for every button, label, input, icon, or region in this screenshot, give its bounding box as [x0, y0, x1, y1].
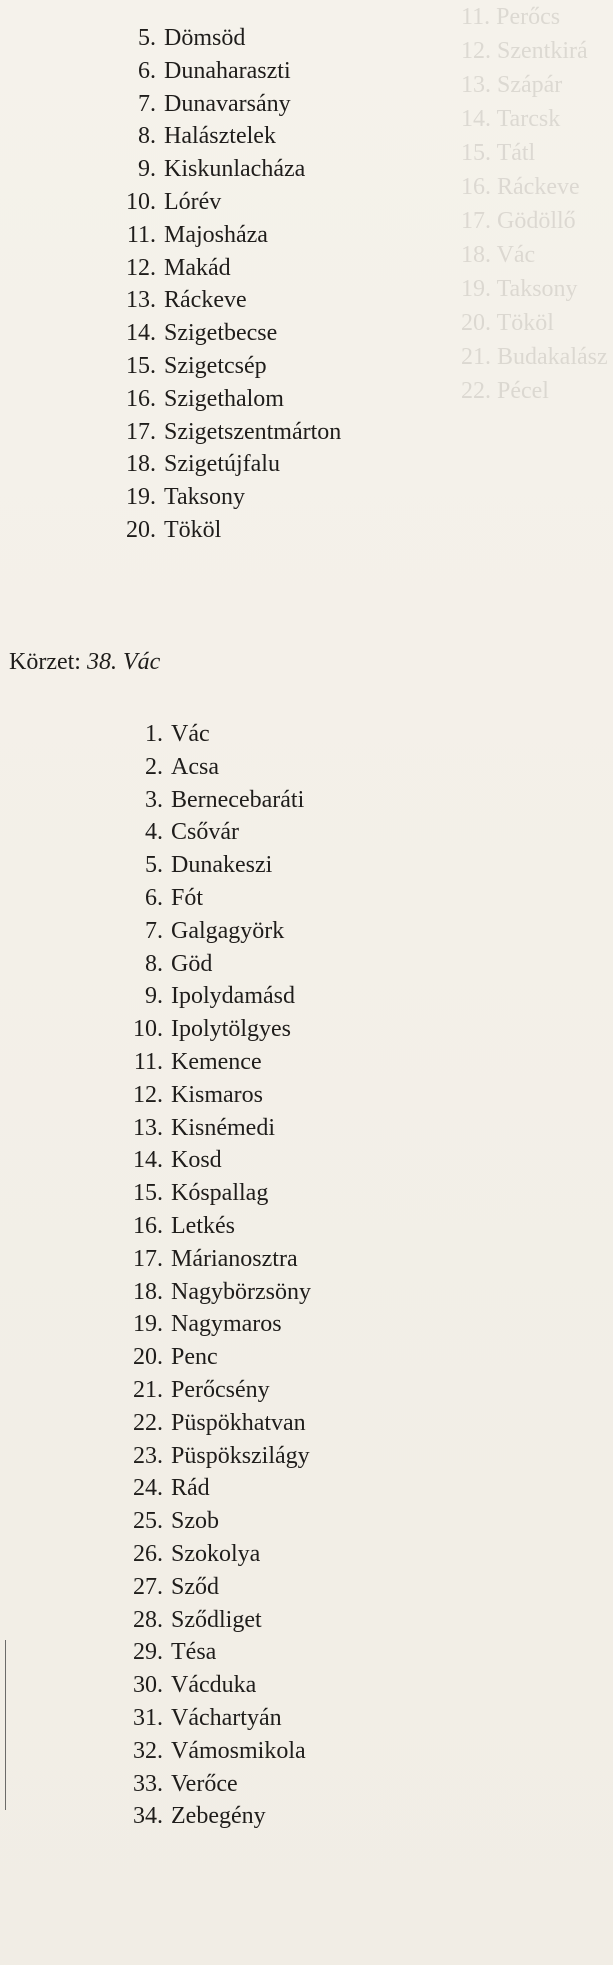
- item-number: 18.: [126, 451, 156, 478]
- list-item: [98, 447, 280, 481]
- item-name: Sződ: [171, 1573, 219, 1600]
- list-item: [105, 1242, 298, 1276]
- item-number: 12.: [126, 254, 156, 281]
- item-name: Galgagyörk: [171, 917, 285, 944]
- list-item: [105, 1012, 291, 1046]
- item-number: 20.: [126, 517, 156, 543]
- item-name: Nagymaros: [171, 1311, 282, 1338]
- item-name: Csővár: [171, 819, 239, 846]
- item-number: 9.: [138, 156, 156, 183]
- item-number: 32.: [133, 1737, 163, 1764]
- item-number: 11.: [126, 221, 156, 248]
- section-name: Vác: [122, 649, 161, 675]
- item-number: 33.: [133, 1770, 163, 1797]
- item-number: 18.: [133, 1278, 163, 1305]
- item-name: Acsa: [171, 753, 219, 780]
- item-number: 12.: [133, 1081, 163, 1108]
- item-name: Szob: [171, 1508, 219, 1535]
- list-item: [105, 881, 203, 915]
- list-item: [105, 1045, 262, 1079]
- item-name: Vámosmikola: [171, 1737, 306, 1764]
- item-name: Zebegény: [171, 1803, 266, 1830]
- item-number: 10.: [126, 189, 156, 215]
- item-number: 6.: [145, 885, 163, 911]
- item-number: 30.: [133, 1672, 163, 1699]
- item-name: Kóspallag: [171, 1180, 269, 1207]
- item-name: Letkés: [171, 1213, 235, 1239]
- section-heading: [9, 645, 160, 679]
- item-name: Szigetszentmárton: [164, 418, 342, 445]
- list-item: [98, 349, 267, 383]
- item-number: 4.: [145, 819, 163, 846]
- item-number: 14.: [126, 320, 156, 347]
- item-name: Vácduka: [171, 1672, 257, 1699]
- item-number: 17.: [133, 1245, 163, 1272]
- item-name: Kemence: [171, 1049, 262, 1075]
- list-item: [98, 316, 277, 350]
- list-item: [105, 1340, 218, 1374]
- list-item: [105, 914, 284, 948]
- list-item: [105, 815, 239, 849]
- item-name: Verőce: [171, 1770, 238, 1797]
- item-name: Halásztelek: [164, 123, 276, 150]
- item-number: 14.: [133, 1147, 163, 1174]
- section-prefix: Körzet:: [9, 649, 81, 675]
- list-item: [98, 415, 341, 449]
- list-item: [105, 1439, 310, 1473]
- list-item: [105, 848, 272, 882]
- list-item: [105, 1668, 256, 1702]
- list-item: [98, 251, 231, 285]
- item-number: 31.: [133, 1705, 163, 1731]
- list-item: [98, 21, 245, 55]
- item-name: Ipolytölgyes: [171, 1016, 291, 1043]
- item-name: Dunakeszi: [171, 852, 273, 879]
- item-number: 5.: [138, 25, 156, 51]
- item-name: Taksony: [164, 484, 245, 511]
- list-item: [105, 1471, 210, 1505]
- item-number: 19.: [133, 1311, 163, 1338]
- list-item: [105, 1307, 282, 1341]
- list-item: [105, 1078, 263, 1112]
- item-number: 20.: [133, 1344, 163, 1371]
- item-number: 26.: [133, 1541, 163, 1567]
- item-number: 8.: [145, 950, 163, 977]
- list-item: [105, 717, 210, 751]
- item-name: Majosháza: [164, 221, 268, 248]
- item-name: Rád: [171, 1475, 210, 1502]
- list-item: [105, 1603, 262, 1637]
- item-name: Göd: [171, 950, 213, 977]
- item-number: 9.: [145, 983, 163, 1010]
- list-item: [105, 1799, 266, 1833]
- item-name: Sződliget: [171, 1606, 262, 1633]
- item-name: Kiskunlacháza: [164, 156, 306, 183]
- item-name: Kisnémedi: [171, 1114, 275, 1141]
- item-number: 28.: [133, 1606, 163, 1633]
- item-number: 17.: [126, 418, 156, 445]
- item-name: Kismaros: [171, 1081, 263, 1108]
- list-item: [98, 54, 291, 88]
- item-number: 16.: [133, 1213, 163, 1239]
- list-item: [105, 979, 295, 1013]
- item-number: 24.: [133, 1475, 163, 1502]
- item-number: 23.: [133, 1442, 163, 1469]
- item-number: 10.: [133, 1016, 163, 1043]
- item-name: Váchartyán: [171, 1705, 282, 1731]
- item-number: 34.: [133, 1803, 163, 1830]
- list-item: [105, 1373, 270, 1407]
- list-item: [105, 1570, 219, 1604]
- item-number: 7.: [145, 917, 163, 944]
- item-name: Bernecebaráti: [171, 786, 305, 813]
- item-name: Ráckeve: [164, 287, 247, 314]
- item-name: Püspökhatvan: [171, 1409, 306, 1436]
- item-number: 6.: [138, 57, 156, 84]
- item-number: 15.: [126, 353, 156, 379]
- list-item: [105, 947, 212, 981]
- item-name: Nagybörzsöny: [171, 1278, 311, 1305]
- item-number: 2.: [145, 753, 163, 780]
- item-number: 27.: [133, 1573, 163, 1600]
- item-name: Szigetcsép: [164, 353, 267, 379]
- list-item: [98, 218, 268, 252]
- item-number: 1.: [145, 721, 163, 747]
- item-number: 29.: [133, 1639, 163, 1666]
- list-item: [105, 1537, 260, 1571]
- list-item: [105, 1275, 311, 1309]
- item-number: 8.: [138, 123, 156, 150]
- item-name: Szigethalom: [164, 385, 284, 412]
- item-name: Szigetújfalu: [164, 451, 280, 478]
- item-number: 25.: [133, 1508, 163, 1535]
- item-name: Dunavarsány: [164, 90, 291, 117]
- item-name: Püspökszilágy: [171, 1442, 310, 1469]
- bleed-through-text: 11. Perőcs 12. Szentkirá 13. Szápár 14. Tarcsk 15. Tátl 16. Ráckeve 17. Gödöllő 18. Vác 19. Taksony 20. Tököl 21. Budakalász 22. Pécel: [461, 4, 608, 404]
- list-item: [98, 152, 305, 186]
- item-name: Szokolya: [171, 1541, 261, 1567]
- item-number: 5.: [145, 852, 163, 879]
- list-item: [105, 1143, 222, 1177]
- list-item: [98, 283, 247, 317]
- item-name: Dunaharaszti: [164, 57, 291, 84]
- item-name: Márianosztra: [171, 1245, 298, 1272]
- item-number: 16.: [126, 385, 156, 412]
- item-name: Perőcsény: [171, 1377, 270, 1403]
- margin-rule: [5, 1640, 6, 1810]
- list-item: [98, 382, 284, 416]
- list-item: [105, 1635, 216, 1669]
- item-number: 7.: [138, 90, 156, 117]
- list-item: [105, 750, 219, 784]
- list-item: [105, 783, 304, 817]
- item-name: Dömsöd: [164, 25, 246, 51]
- item-name: Szigetbecse: [164, 320, 278, 347]
- list-item: [105, 1504, 219, 1538]
- item-number: 13.: [133, 1114, 163, 1141]
- item-name: Makád: [164, 254, 231, 281]
- list-item: [105, 1176, 268, 1210]
- item-number: 3.: [145, 786, 163, 813]
- item-name: Lórév: [164, 189, 222, 215]
- item-name: Vác: [171, 721, 210, 747]
- list-item: [105, 1701, 282, 1735]
- list-item: [98, 87, 291, 121]
- item-number: 15.: [133, 1180, 163, 1207]
- list-item: [98, 513, 221, 547]
- item-number: 22.: [133, 1409, 163, 1436]
- item-number: 19.: [126, 484, 156, 511]
- list-item: [98, 185, 221, 219]
- item-name: Penc: [171, 1344, 218, 1371]
- item-name: Tésa: [171, 1639, 217, 1666]
- item-number: 13.: [126, 287, 156, 314]
- list-item: [105, 1767, 238, 1801]
- item-name: Kosd: [171, 1147, 222, 1174]
- section-number: 38.: [86, 649, 117, 675]
- list-item: [105, 1111, 275, 1145]
- list-item: [105, 1406, 306, 1440]
- item-name: Tököl: [164, 517, 222, 543]
- item-name: Fót: [171, 885, 204, 911]
- list-item: [98, 480, 245, 514]
- list-item: [98, 119, 276, 153]
- item-number: 11.: [133, 1049, 163, 1075]
- item-name: Ipolydamásd: [171, 983, 295, 1010]
- list-item: [105, 1734, 306, 1768]
- list-item: [105, 1209, 235, 1243]
- item-number: 21.: [133, 1377, 163, 1403]
